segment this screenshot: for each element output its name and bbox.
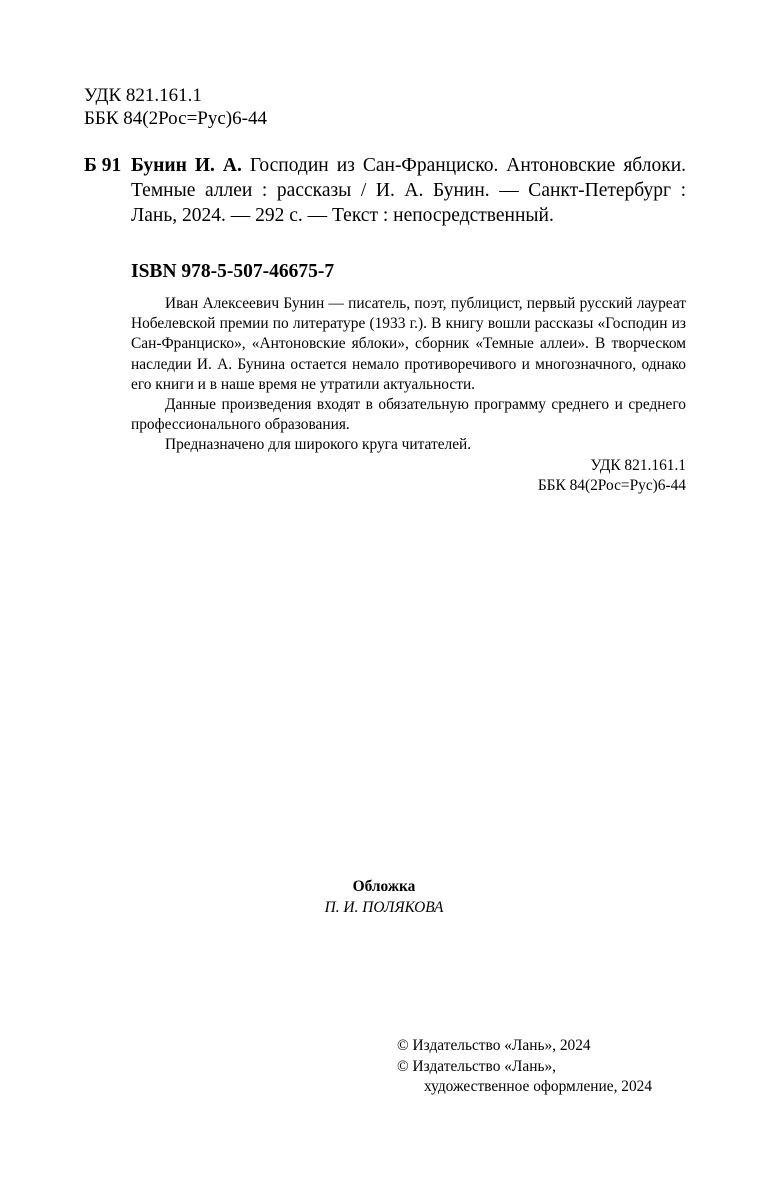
udk-code: УДК 821.161.1 bbox=[84, 85, 202, 106]
bbk-code: ББК 84(2Рос=Рус)6-44 bbox=[537, 477, 686, 495]
annotation-paragraph: Иван Алексеевич Бунин — писатель, поэт, публицист, первый русский лауреат Нобелевской премии по литературе (1933 г.). В книгу вошли рассказы «Господин из Сан-Франциско», «Антоновские яблоки», сборник «Темные аллеи». В творческом наследии И. А. Бунина остается немало противоречивого и многозначного, однако его книги и в наше время не утратили актуальности. bbox=[131, 295, 686, 393]
author-name: Бунин И. А. bbox=[131, 155, 242, 176]
copyright-line: художественное оформление, 2024 bbox=[424, 1078, 653, 1095]
cover-label: Обложка bbox=[352, 878, 416, 895]
annotation-paragraph: Данные произведения входят в обязательную программу среднего и среднего профессионального образования. bbox=[131, 396, 686, 434]
classification-codes-top bbox=[84, 84, 267, 130]
author-code: Б 91 bbox=[84, 155, 122, 176]
bibliographic-description: Господин из Сан-Франциско. Антоновские яблоки. Темные аллеи : рассказы / И. А. Бунин. — Санкт-Петербург : Лань, 2024. — 292 с. — Текст : непосредственный. bbox=[131, 155, 687, 226]
isbn: ISBN 978-5-507-46675-7 bbox=[131, 261, 335, 282]
annotation bbox=[131, 294, 686, 456]
classification-codes-bottom bbox=[486, 456, 686, 496]
bbk-code: ББК 84(2Рос=Рус)6-44 bbox=[84, 108, 267, 129]
copyright-line: © Издательство «Лань», bbox=[397, 1057, 557, 1075]
cover-credit bbox=[284, 877, 484, 918]
bibliographic-record bbox=[84, 153, 686, 228]
bibliographic-entry bbox=[131, 153, 686, 228]
udk-code: УДК 821.161.1 bbox=[590, 457, 686, 474]
cover-designer: П. И. ПОЛЯКОВА bbox=[324, 898, 444, 916]
annotation-paragraph: Предназначено для широкого круга читателей. bbox=[165, 436, 472, 454]
copyright-notice bbox=[397, 1036, 652, 1098]
copyright-line: © Издательство «Лань», 2024 bbox=[397, 1037, 591, 1054]
